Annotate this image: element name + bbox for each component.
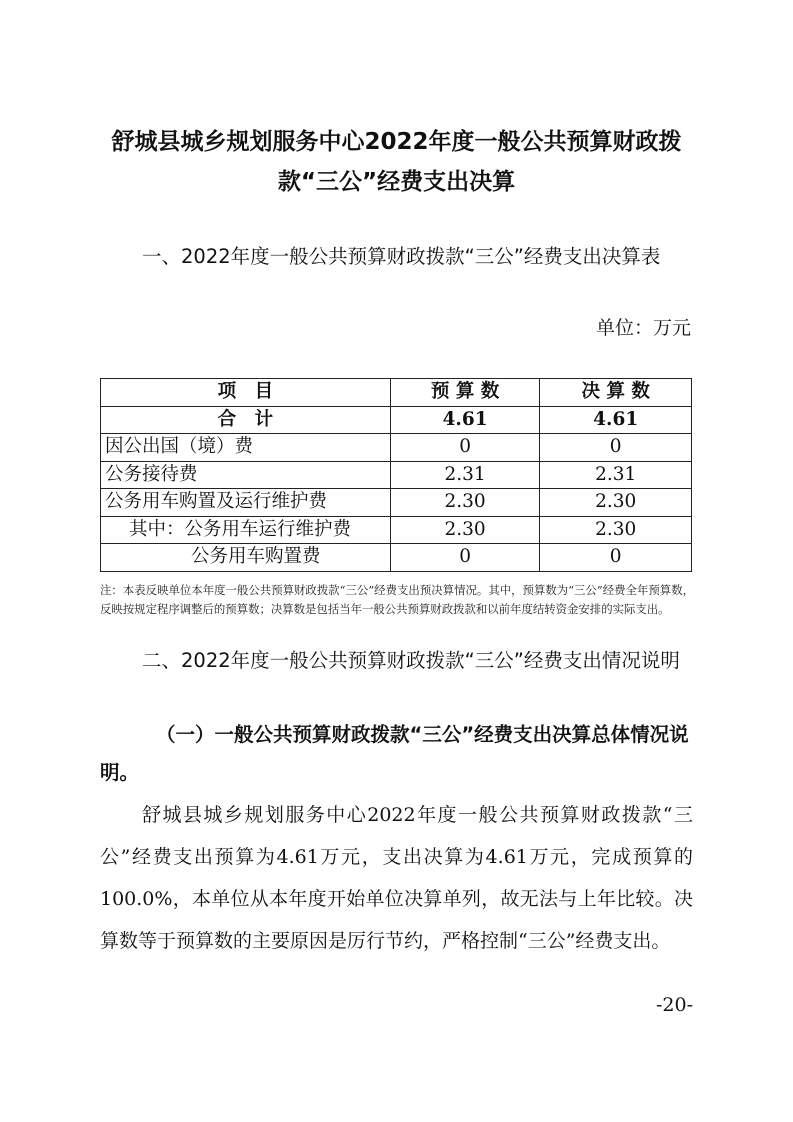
table-row (101, 434, 692, 462)
row-budget: 0 (390, 434, 540, 462)
header-item: 项 目 (101, 379, 391, 407)
table-note: 注：本表反映单位本年度一般公共预算财政拨款“三公”经费支出预决算情况。其中，预算数为“三公”经费全年预算数，反映按规定程序调整后的预算数；决算数是包括当年一般公共预算财政拨款和以前年度结转资金安排的实际支出。 (100, 583, 694, 616)
unit-label: 单位：万元 (595, 317, 691, 339)
page-number: -20- (655, 994, 693, 1016)
header-final: 决 算 数 (540, 379, 692, 407)
expenditure-table (100, 378, 692, 572)
row-final: 4.61 (540, 406, 692, 434)
table-row (101, 516, 692, 544)
section-1-heading: 一、2022年度一般公共预算财政拨款“三公”经费支出决算表 (142, 245, 661, 268)
table-row (101, 461, 692, 489)
row-item: 因公出国（境）费 (101, 434, 391, 462)
table-row (101, 544, 692, 572)
document-title: 舒城县城乡规划服务中心2022年度一般公共预算财政拨款“三公”经费支出决算 (111, 129, 682, 195)
row-budget: 2.30 (390, 516, 540, 544)
row-final: 2.30 (540, 489, 692, 517)
row-item: 公务接待费 (101, 461, 391, 489)
row-item: 合 计 (101, 406, 391, 434)
row-final: 2.31 (540, 461, 692, 489)
row-budget: 4.61 (390, 406, 540, 434)
row-final: 2.30 (540, 516, 692, 544)
row-item: 公务用车购置及运行维护费 (101, 489, 391, 517)
row-budget: 2.31 (390, 461, 540, 489)
row-budget: 2.30 (390, 489, 540, 517)
table-row (101, 406, 692, 434)
section-2-heading: 二、2022年度一般公共预算财政拨款“三公”经费支出情况说明 (142, 649, 680, 672)
row-budget: 0 (390, 544, 540, 572)
header-budget: 预 算 数 (390, 379, 540, 407)
row-item: 公务用车购置费 (101, 544, 391, 572)
row-final: 0 (540, 434, 692, 462)
row-item: 其中：公务用车运行维护费 (101, 516, 391, 544)
table-row (101, 489, 692, 517)
body-paragraph: 舒城县城乡规划服务中心2022年度一般公共预算财政拨款“三公”经费支出预算为4.61万元，支出决算为4.61万元，完成预算的100.0%，本单位从本年度开始单位决算单列，故无法与上年比较。决算数等于预算数的主要原因是厉行节约，严格控制“三公”经费支出。 (100, 804, 693, 952)
subsection-heading: （一）一般公共预算财政拨款“三公”经费支出决算总体情况说明。 (100, 723, 689, 784)
row-final: 0 (540, 544, 692, 572)
table-header-row (101, 379, 692, 407)
